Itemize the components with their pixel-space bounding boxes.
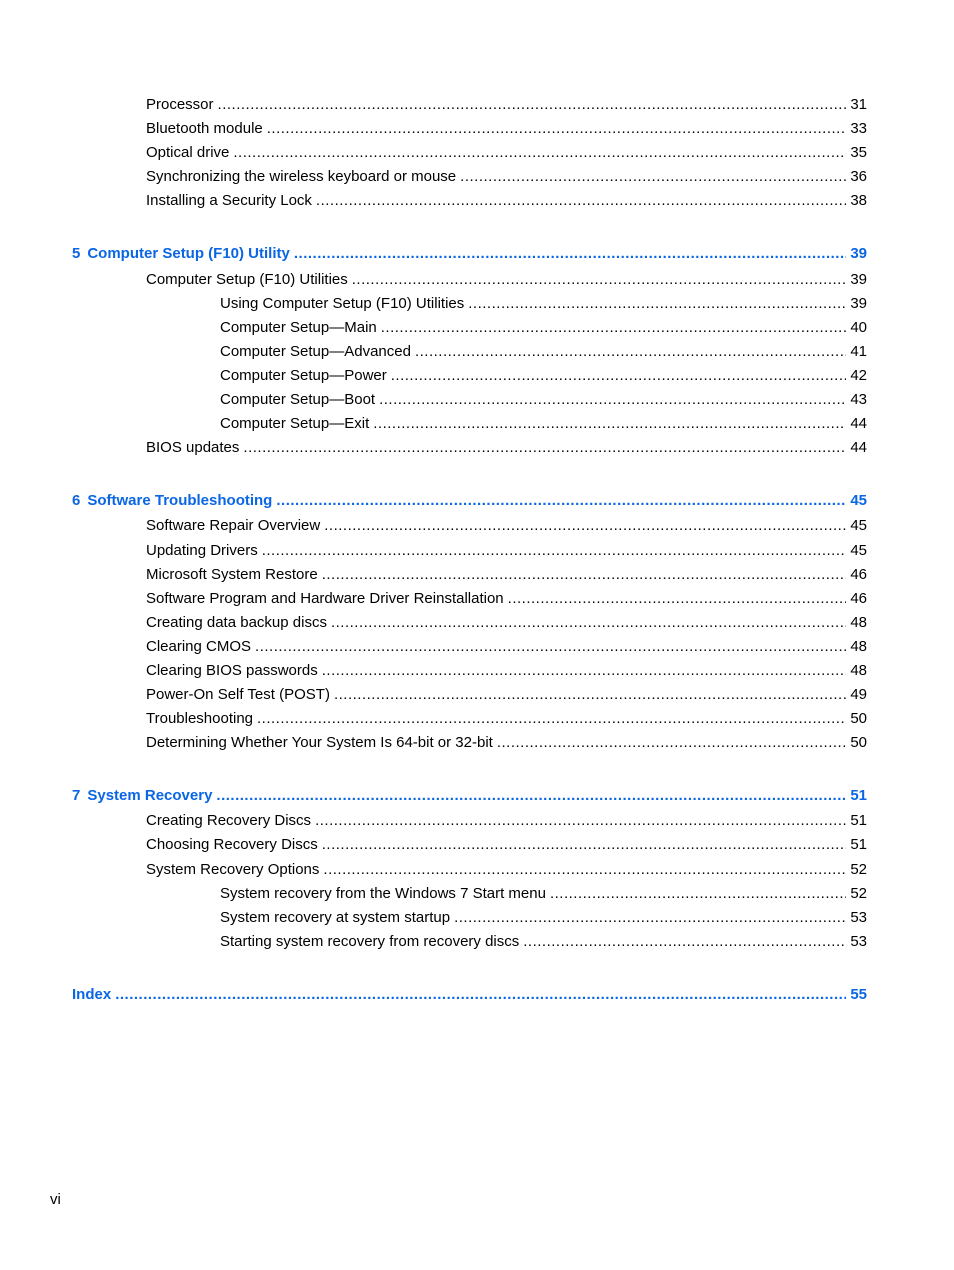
toc-entry-creating-data-backup-discs[interactable] — [146, 613, 867, 633]
toc-page-number: 45 — [850, 517, 867, 534]
dot-leader — [415, 342, 846, 362]
toc-entry-computer-setup-main[interactable] — [220, 318, 867, 338]
toc-page-number: 48 — [850, 662, 867, 679]
toc-entry-updating-drivers[interactable] — [146, 541, 867, 561]
toc-chapter-computer-setup[interactable] — [72, 244, 867, 264]
toc-entry-title: Power-On Self Test (POST) — [146, 686, 330, 703]
toc-page-number: 38 — [850, 192, 867, 209]
toc-entry-title: Installing a Security Lock — [146, 192, 312, 209]
toc-page-number: 51 — [850, 787, 867, 804]
toc-entry-computer-setup-exit[interactable] — [220, 414, 867, 434]
toc-page-number: 50 — [850, 734, 867, 751]
dot-leader — [243, 438, 846, 458]
toc-entry-title: Computer Setup—Power — [220, 367, 387, 384]
toc-entry-title: Computer Setup—Exit — [220, 415, 370, 432]
toc-entry-title: Creating data backup discs — [146, 614, 327, 631]
dot-leader — [508, 589, 847, 609]
toc-entry-title: Optical drive — [146, 144, 230, 161]
toc-page-number: 51 — [850, 836, 867, 853]
dot-leader — [315, 811, 846, 831]
toc-entry-title: Updating Drivers — [146, 542, 258, 559]
toc-entry-choosing-recovery-discs[interactable] — [146, 835, 867, 855]
dot-leader — [322, 565, 847, 585]
toc-chapter-title: Computer Setup (F10) Utility — [87, 245, 290, 262]
toc-page-number: 42 — [850, 367, 867, 384]
dot-leader — [233, 143, 846, 163]
toc-chapter-title: Index — [72, 986, 112, 1003]
toc-entry-system-recovery-options[interactable] — [146, 860, 867, 880]
toc-entry-title: Starting system recovery from recovery discs — [220, 933, 520, 950]
toc-entry-title: Creating Recovery Discs — [146, 812, 312, 829]
toc-page-number: 46 — [850, 590, 867, 607]
dot-leader — [262, 541, 847, 561]
toc-entry-installing-security-lock[interactable] — [146, 191, 867, 211]
dot-leader — [468, 294, 846, 314]
toc-entry-using-computer-setup[interactable] — [220, 294, 867, 314]
toc-entry-computer-setup-power[interactable] — [220, 366, 867, 386]
dot-leader — [497, 733, 846, 753]
toc-page-number: 39 — [850, 245, 867, 262]
dot-leader — [381, 318, 847, 338]
toc-entry-optical-drive[interactable] — [146, 143, 867, 163]
dot-leader — [324, 516, 846, 536]
toc-page-number: 53 — [850, 909, 867, 926]
toc-entry-title: Troubleshooting — [146, 710, 254, 727]
chapter-number: 5 — [72, 245, 81, 262]
toc-entry-recovery-from-discs[interactable] — [220, 932, 867, 952]
toc-page-number: 44 — [850, 415, 867, 432]
dot-leader — [294, 244, 846, 264]
dot-leader — [115, 985, 846, 1005]
toc-page-number: 50 — [850, 710, 867, 727]
toc-entry-title: Computer Setup—Main — [220, 319, 377, 336]
toc-page-number: 36 — [850, 168, 867, 185]
toc-page-number: 53 — [850, 933, 867, 950]
toc-entry-title: Software Repair Overview — [146, 517, 321, 534]
toc-entry-synchronizing-keyboard-mouse[interactable] — [146, 167, 867, 187]
toc-page-number: 33 — [850, 120, 867, 137]
toc-page-number: 41 — [850, 343, 867, 360]
dot-leader — [523, 932, 846, 952]
toc-entry-title: Microsoft System Restore — [146, 566, 318, 583]
dot-leader — [216, 786, 846, 806]
chapter-number: 6 — [72, 492, 81, 509]
toc-chapter-title: System Recovery — [87, 787, 213, 804]
dot-leader — [257, 709, 846, 729]
toc-entry-recovery-from-start-menu[interactable] — [220, 884, 867, 904]
toc-page-number: 49 — [850, 686, 867, 703]
toc-entry-title: Synchronizing the wireless keyboard or mouse — [146, 168, 457, 185]
dot-leader — [391, 366, 847, 386]
toc-entry-clearing-cmos[interactable] — [146, 637, 867, 657]
dot-leader — [316, 191, 846, 211]
toc-entry-title: BIOS updates — [146, 439, 240, 456]
toc-page-number: 51 — [850, 812, 867, 829]
toc-entry-title: Software Program and Hardware Driver Reinstallation — [146, 590, 504, 607]
toc-entry-title: Using Computer Setup (F10) Utilities — [220, 295, 465, 312]
toc-entry-title: Choosing Recovery Discs — [146, 836, 318, 853]
toc-entry-computer-setup-utilities[interactable] — [146, 270, 867, 290]
toc-entry-title: System recovery from the Windows 7 Start menu — [220, 885, 546, 902]
toc-page-number: 43 — [850, 391, 867, 408]
toc-page-number: 45 — [850, 492, 867, 509]
toc-page-number: 48 — [850, 638, 867, 655]
toc-page-number: 40 — [850, 319, 867, 336]
page-folio: vi — [50, 1191, 61, 1208]
toc-entry-computer-setup-advanced[interactable] — [220, 342, 867, 362]
toc-chapter-title: Software Troubleshooting — [87, 492, 273, 509]
toc-page-number: 45 — [850, 542, 867, 559]
toc-page-number: 35 — [850, 144, 867, 161]
toc-entry-title: Clearing BIOS passwords — [146, 662, 318, 679]
dot-leader — [322, 661, 847, 681]
toc-entry-software-repair-overview[interactable] — [146, 516, 867, 536]
toc-page-number: 46 — [850, 566, 867, 583]
toc-entry-title: Clearing CMOS — [146, 638, 252, 655]
chapter-number: 7 — [72, 787, 81, 804]
toc-page-number: 52 — [850, 861, 867, 878]
toc-chapter-software-troubleshooting[interactable] — [72, 491, 867, 511]
dot-leader — [322, 835, 847, 855]
toc-entry-creating-recovery-discs[interactable] — [146, 811, 867, 831]
toc-page-number: 31 — [850, 96, 867, 113]
toc-entry-bluetooth-module[interactable] — [146, 119, 867, 139]
toc-entry-recovery-at-startup[interactable] — [220, 908, 867, 928]
toc-entry-title: Bluetooth module — [146, 120, 263, 137]
dot-leader — [550, 884, 846, 904]
dot-leader — [352, 270, 847, 290]
dot-leader — [379, 390, 846, 410]
toc-entry-title: Processor — [146, 96, 214, 113]
toc-page-number: 39 — [850, 295, 867, 312]
toc-entry-software-driver-reinstallation[interactable] — [146, 589, 867, 609]
toc-entry-computer-setup-boot[interactable] — [220, 390, 867, 410]
toc-entry-clearing-bios-passwords[interactable] — [146, 661, 867, 681]
toc-entry-bios-updates[interactable] — [146, 438, 867, 458]
dot-leader — [373, 414, 846, 434]
dot-leader — [267, 119, 847, 139]
dot-leader — [218, 95, 847, 115]
toc-entry-processor[interactable] — [146, 95, 867, 115]
toc-entry-microsoft-system-restore[interactable] — [146, 565, 867, 585]
dot-leader — [334, 685, 846, 705]
toc-page-number: 48 — [850, 614, 867, 631]
toc-entry-troubleshooting[interactable] — [146, 709, 867, 729]
toc-entry-title: Computer Setup—Advanced — [220, 343, 411, 360]
dot-leader — [454, 908, 846, 928]
toc-chapter-index[interactable] — [72, 985, 867, 1005]
toc-entry-determining-64-or-32-bit[interactable] — [146, 733, 867, 753]
toc-entry-title: Computer Setup (F10) Utilities — [146, 271, 348, 288]
toc-page-number: 39 — [850, 271, 867, 288]
toc-chapter-system-recovery[interactable] — [72, 786, 867, 806]
toc-entry-power-on-self-test[interactable] — [146, 685, 867, 705]
dot-leader — [255, 637, 846, 657]
toc-page-number: 44 — [850, 439, 867, 456]
dot-leader — [276, 491, 846, 511]
toc-entry-title: System Recovery Options — [146, 861, 320, 878]
toc-entry-title: Determining Whether Your System Is 64-bit or 32-bit — [146, 734, 493, 751]
toc-entry-title: Computer Setup—Boot — [220, 391, 376, 408]
toc-page-number: 55 — [850, 986, 867, 1003]
dot-leader — [323, 860, 846, 880]
toc-page-number: 52 — [850, 885, 867, 902]
dot-leader — [460, 167, 846, 187]
dot-leader — [331, 613, 846, 633]
toc-entry-title: System recovery at system startup — [220, 909, 451, 926]
